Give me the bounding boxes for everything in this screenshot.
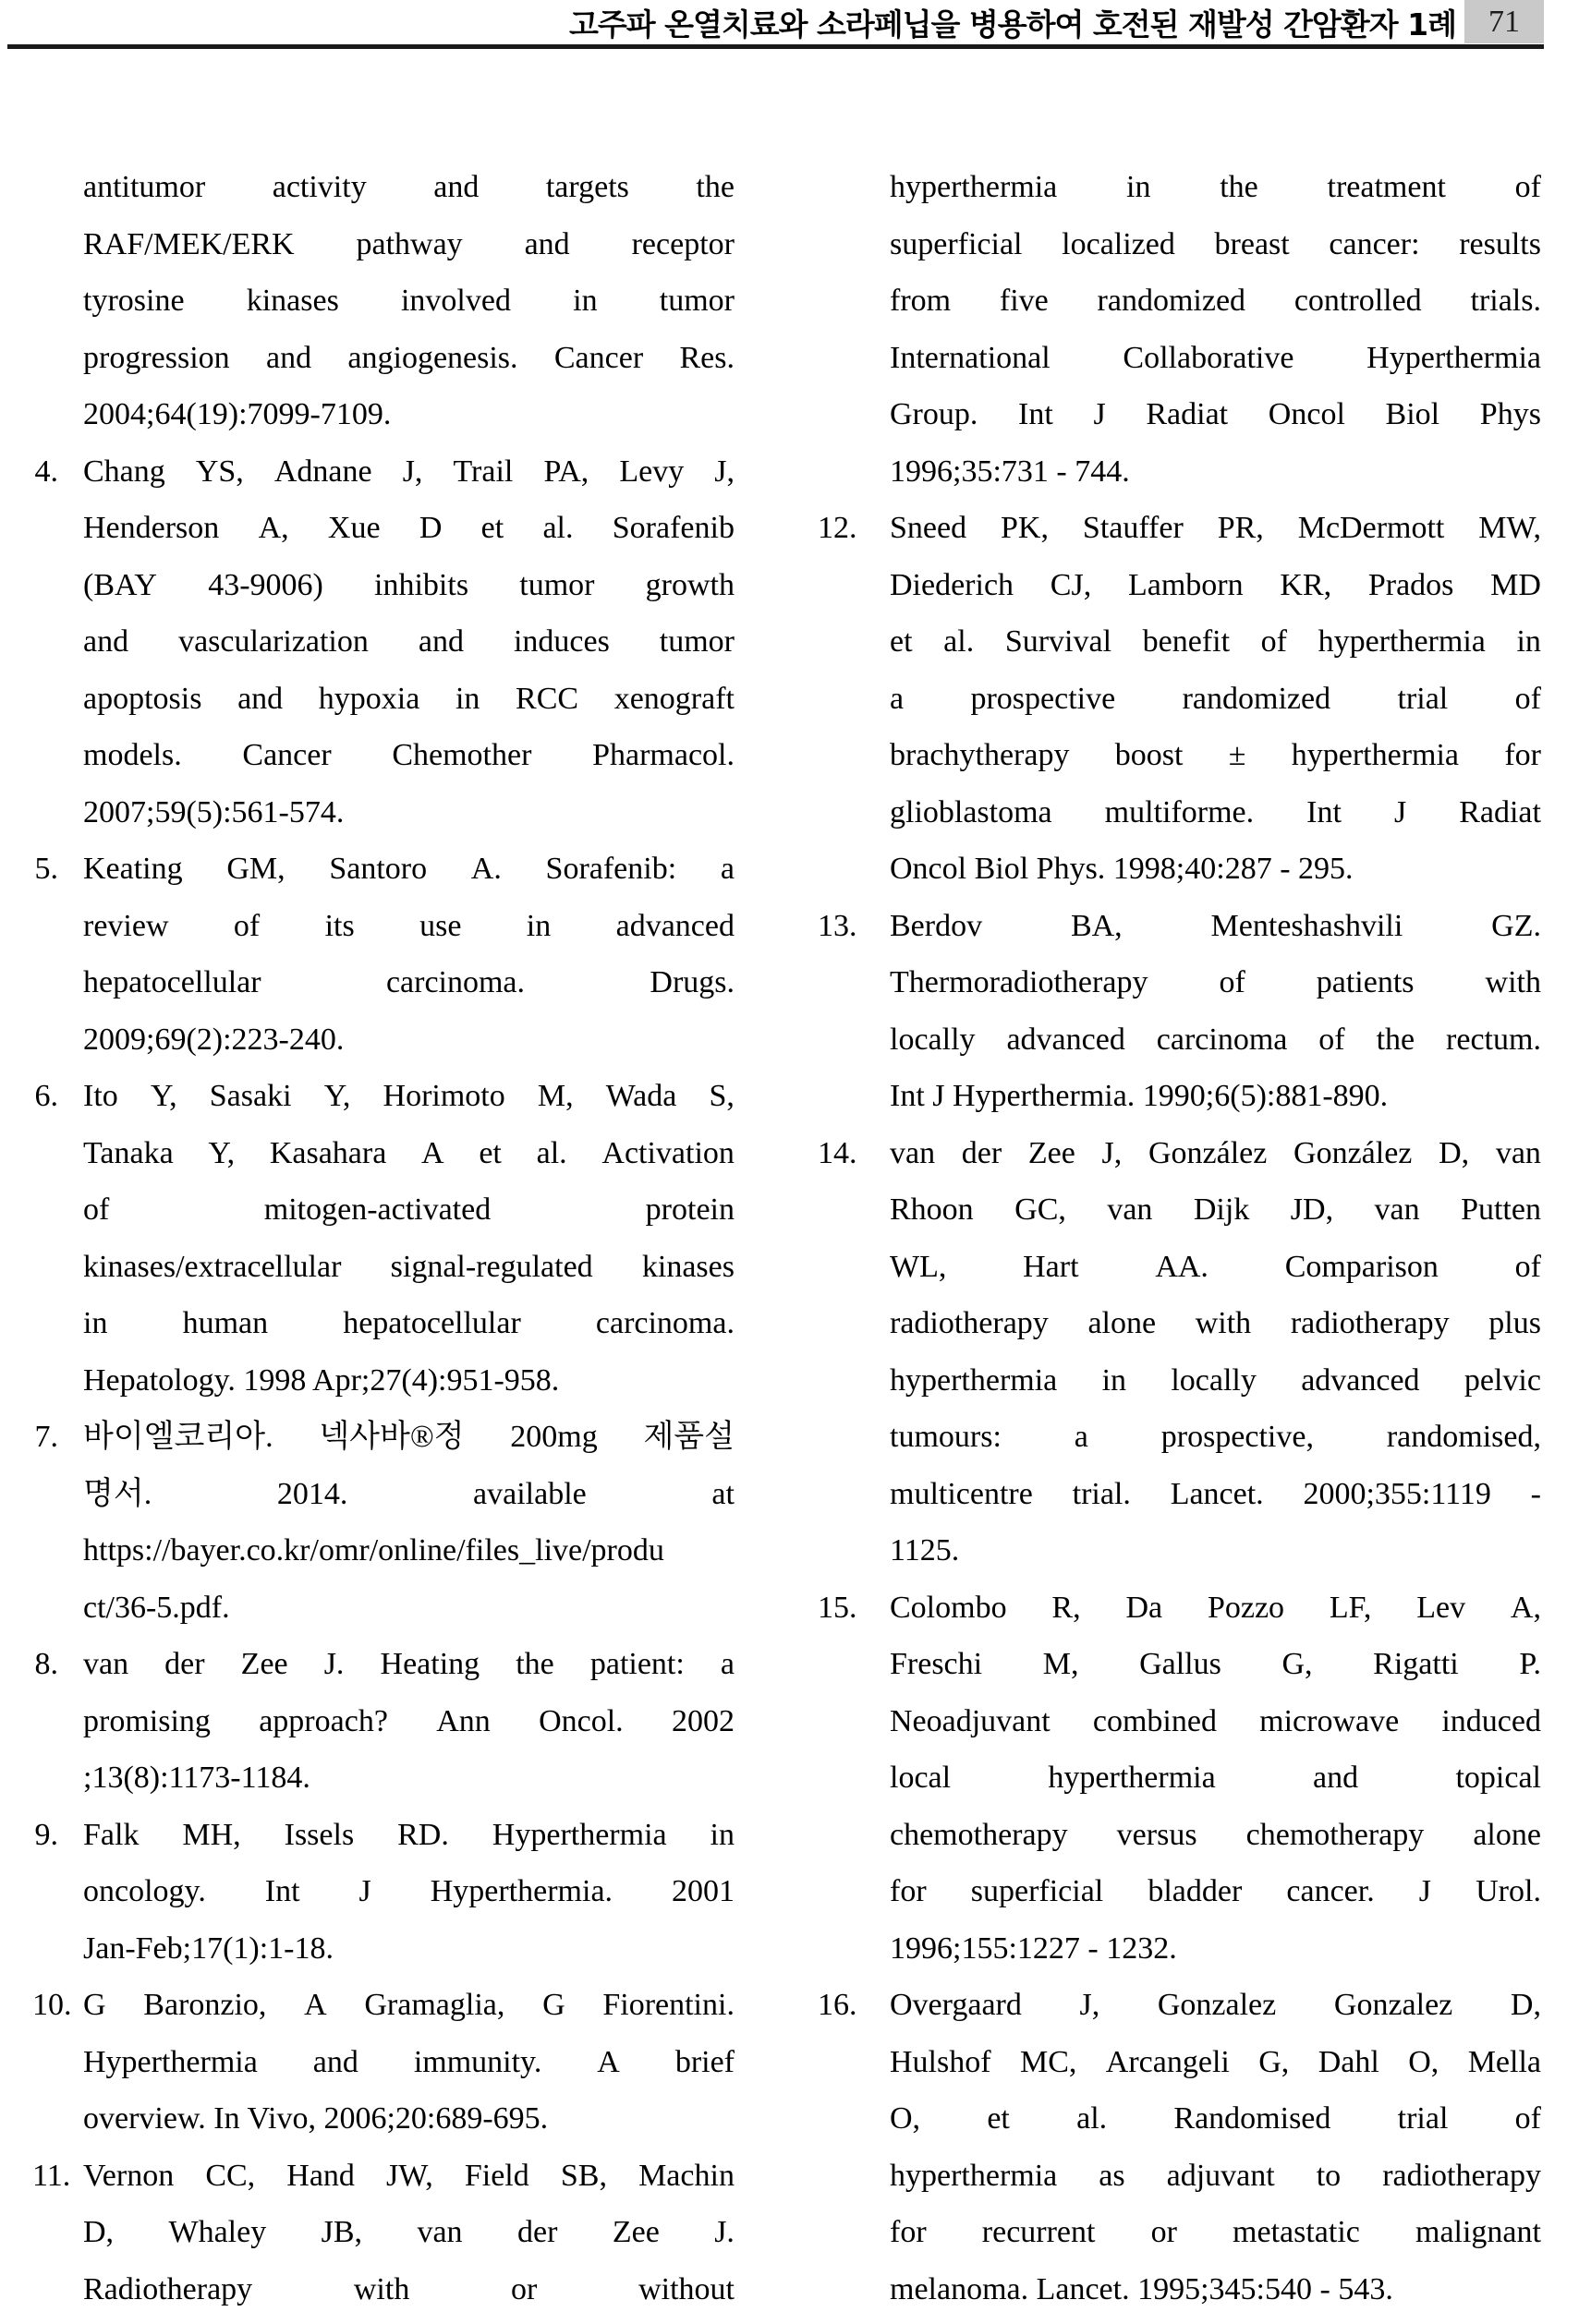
reference-text: ct/36-5.pdf.: [83, 1590, 230, 1625]
reference-line: [32, 386, 735, 443]
reference-line: [818, 1522, 1541, 1580]
reference-line: [32, 2148, 735, 2205]
reference-line: [32, 272, 735, 330]
reference-number: 5.: [34, 852, 58, 886]
reference-line: [32, 1181, 735, 1239]
reference-line: [818, 841, 1541, 898]
reference-number: 16.: [818, 1988, 857, 2022]
reference-line: [818, 1977, 1541, 2034]
reference-text: melanoma. Lancet. 1995;345:540 - 543.: [890, 2271, 1393, 2306]
reference-line: [818, 784, 1541, 841]
reference-line: [32, 1693, 735, 1750]
reference-text: local hyperthermia and topical: [890, 1761, 1541, 1795]
reference-text: D, Whaley JB, van der Zee J.: [83, 2215, 735, 2249]
reference-line: [32, 1125, 735, 1182]
reference-text: Hepatology. 1998 Apr;27(4):951-958.: [83, 1362, 560, 1398]
reference-line: [32, 1068, 735, 1125]
reference-line: [32, 1011, 735, 1069]
reference-text: models. Cancer Chemother Pharmacol.: [83, 738, 735, 772]
reference-line: [818, 954, 1541, 1011]
reference-text: brachytherapy boost ± hyperthermia for: [890, 738, 1541, 772]
right-column: [818, 159, 1541, 2318]
reference-line: [32, 1409, 735, 1466]
reference-text: and vascularization and induces tumor: [83, 624, 735, 659]
reference-text: RAF/MEK/ERK pathway and receptor: [83, 226, 735, 261]
reference-text: 1996;35:731 - 744.: [890, 454, 1130, 489]
reference-text: in human hepatocellular carcinoma.: [83, 1306, 735, 1340]
reference-line: [818, 1295, 1541, 1352]
reference-line: [818, 443, 1541, 501]
reference-text: from five randomized controlled trials.: [890, 284, 1541, 318]
reference-line: [32, 1580, 735, 1637]
reference-line: [818, 898, 1541, 955]
reference-text: 바이엘코리아. 넥사바®정 200mg 제품설: [83, 1420, 735, 1454]
reference-line: [32, 159, 735, 216]
reference-number: 12.: [818, 511, 857, 545]
reference-text: 2007;59(5):561-574.: [83, 794, 345, 829]
reference-text: O, et al. Randomised trial of: [890, 2101, 1541, 2136]
reference-line: [818, 159, 1541, 216]
reference-text: oncology. Int J Hyperthermia. 2001: [83, 1874, 735, 1908]
reference-line: [818, 2034, 1541, 2091]
reference-text: van der Zee J, González González D, van: [890, 1135, 1541, 1170]
reference-line: [818, 500, 1541, 557]
reference-line: [32, 1352, 735, 1410]
reference-text: locally advanced carcinoma of the rectum.: [890, 1022, 1541, 1057]
reference-number: 6.: [34, 1079, 58, 1113]
reference-line: [818, 1352, 1541, 1410]
reference-number: 11.: [32, 2158, 71, 2193]
reference-text: van der Zee J. Heating the patient: a: [83, 1647, 735, 1681]
reference-text: Int J Hyperthermia. 1990;6(5):881-890.: [890, 1079, 1389, 1113]
reference-text: Chang YS, Adnane J, Trail PA, Levy J,: [83, 454, 735, 489]
reference-text: hyperthermia in the treatment of: [890, 170, 1541, 204]
reference-text: Jan-Feb;17(1):1-18.: [83, 1931, 334, 1966]
reference-line: [818, 613, 1541, 671]
reference-text: for superficial bladder cancer. J Urol.: [890, 1874, 1541, 1908]
reference-text: apoptosis and hypoxia in RCC xenograft: [83, 681, 735, 716]
reference-line: [818, 1011, 1541, 1069]
reference-text: Sneed PK, Stauffer PR, McDermott MW,: [890, 511, 1541, 545]
reference-line: [32, 784, 735, 841]
reference-text: superficial localized breast cancer: results: [890, 226, 1541, 261]
reference-line: [818, 1693, 1541, 1750]
reference-text: radiotherapy alone with radiotherapy plus: [890, 1306, 1541, 1340]
reference-text: Hulshof MC, Arcangeli G, Dahl O, Mella: [890, 2044, 1541, 2079]
reference-line: [818, 216, 1541, 273]
reference-line: [818, 2204, 1541, 2261]
reference-line: [32, 727, 735, 784]
reference-text: 명서. 2014. available at: [83, 1476, 735, 1511]
reference-text: progression and angiogenesis. Cancer Res.: [83, 340, 735, 375]
reference-text: tumours: a prospective, randomised,: [890, 1420, 1541, 1454]
reference-text: Diederich CJ, Lamborn KR, Prados MD: [890, 567, 1541, 602]
reference-text: ;13(8):1173-1184.: [83, 1761, 310, 1795]
reference-text: 1125.: [890, 1533, 960, 1567]
reference-line: [32, 2090, 735, 2148]
reference-text: a prospective randomized trial of: [890, 681, 1541, 716]
reference-line: [32, 1636, 735, 1693]
reference-text: review of its use in advanced: [83, 908, 735, 943]
reference-line: [818, 1409, 1541, 1466]
reference-line: [32, 1466, 735, 1523]
left-column: [32, 159, 735, 2318]
reference-text: Henderson A, Xue D et al. Sorafenib: [83, 511, 735, 545]
page-number: 71: [1488, 4, 1520, 39]
reference-text: Tanaka Y, Kasahara A et al. Activation: [83, 1135, 735, 1170]
reference-line: [818, 2148, 1541, 2205]
reference-line: [818, 1807, 1541, 1864]
reference-line: [818, 330, 1541, 387]
reference-line: [818, 386, 1541, 443]
reference-line: [818, 1863, 1541, 1920]
reference-text: chemotherapy versus chemotherapy alone: [890, 1817, 1541, 1852]
reference-text: https://bayer.co.kr/omr/online/files_live/produ: [83, 1533, 664, 1567]
reference-number: 14.: [818, 1135, 857, 1170]
reference-line: [32, 671, 735, 728]
running-title: 고주파 온열치료와 소라페닙을 병용하여 호전된 재발성 간암환자 1례: [569, 6, 1456, 42]
reference-line: [32, 954, 735, 1011]
reference-text: multicentre trial. Lancet. 2000;355:1119 -: [890, 1476, 1541, 1511]
reference-line: [818, 1239, 1541, 1296]
reference-line: [818, 272, 1541, 330]
reference-line: [32, 1920, 735, 1978]
reference-text: for recurrent or metastatic malignant: [890, 2215, 1541, 2249]
reference-text: WL, Hart AA. Comparison of: [890, 1249, 1541, 1284]
reference-line: [818, 1466, 1541, 1523]
reference-line: [32, 557, 735, 614]
reference-line: [32, 216, 735, 273]
reference-line: [818, 1749, 1541, 1807]
reference-text: Overgaard J, Gonzalez Gonzalez D,: [890, 1988, 1541, 2022]
reference-line: [818, 1580, 1541, 1637]
reference-line: [818, 727, 1541, 784]
reference-line: [818, 1068, 1541, 1125]
page-number-box: [1464, 0, 1544, 43]
reference-text: Vernon CC, Hand JW, Field SB, Machin: [83, 2158, 735, 2193]
reference-line: [32, 500, 735, 557]
reference-number: 4.: [34, 454, 58, 489]
reference-text: antitumor activity and targets the: [83, 170, 735, 204]
reference-text: glioblastoma multiforme. Int J Radiat: [890, 794, 1541, 829]
reference-text: G Baronzio, A Gramaglia, G Fiorentini.: [83, 1988, 735, 2022]
reference-text: 2009;69(2):223-240.: [83, 1022, 345, 1057]
reference-line: [32, 1522, 735, 1580]
reference-text: Hyperthermia and immunity. A brief: [83, 2044, 735, 2079]
reference-line: [32, 613, 735, 671]
reference-line: [32, 2204, 735, 2261]
reference-line: [818, 1920, 1541, 1978]
reference-line: [32, 443, 735, 501]
reference-text: hepatocellular carcinoma. Drugs.: [83, 965, 735, 999]
reference-number: 10.: [32, 1988, 72, 2022]
reference-text: promising approach? Ann Oncol. 2002: [83, 1703, 735, 1738]
reference-line: [32, 2034, 735, 2091]
reference-line: [818, 2090, 1541, 2148]
reference-text: hyperthermia in locally advanced pelvic: [890, 1362, 1541, 1398]
reference-text: overview. In Vivo, 2006;20:689-695.: [83, 2101, 549, 2136]
reference-text: Radiotherapy with or without: [83, 2271, 735, 2306]
reference-text: Falk MH, Issels RD. Hyperthermia in: [83, 1817, 735, 1852]
reference-number: 15.: [818, 1590, 857, 1625]
reference-line: [818, 1125, 1541, 1182]
reference-line: [818, 2261, 1541, 2318]
reference-text: hyperthermia as adjuvant to radiotherapy: [890, 2158, 1541, 2193]
reference-text: of mitogen-activated protein: [83, 1192, 735, 1227]
reference-line: [32, 1239, 735, 1296]
reference-line: [818, 1181, 1541, 1239]
reference-text: Rhoon GC, van Dijk JD, van Putten: [890, 1192, 1541, 1227]
reference-text: (BAY 43-9006) inhibits tumor growth: [83, 567, 735, 602]
reference-text: Group. Int J Radiat Oncol Biol Phys: [890, 397, 1541, 431]
reference-line: [32, 898, 735, 955]
reference-number: 7.: [34, 1420, 58, 1454]
reference-text: Oncol Biol Phys. 1998;40:287 - 295.: [890, 852, 1354, 886]
reference-text: 2004;64(19):7099-7109.: [83, 397, 392, 431]
reference-line: [32, 1863, 735, 1920]
reference-text: Thermoradiotherapy of patients with: [890, 965, 1541, 999]
reference-line: [32, 1807, 735, 1864]
reference-text: 1996;155:1227 - 1232.: [890, 1931, 1177, 1966]
reference-text: Freschi M, Gallus G, Rigatti P.: [890, 1647, 1541, 1681]
reference-text: et al. Survival benefit of hyperthermia in: [890, 624, 1541, 659]
reference-line: [818, 671, 1541, 728]
reference-line: [32, 841, 735, 898]
reference-text: Berdov BA, Menteshashvili GZ.: [890, 908, 1541, 943]
reference-line: [32, 1295, 735, 1352]
reference-text: Keating GM, Santoro A. Sorafenib: a: [83, 852, 735, 886]
reference-text: Colombo R, Da Pozzo LF, Lev A,: [890, 1590, 1541, 1625]
reference-number: 9.: [34, 1817, 58, 1852]
reference-text: tyrosine kinases involved in tumor: [83, 284, 735, 318]
reference-line: [32, 330, 735, 387]
reference-text: kinases/extracellular signal-regulated kinases: [83, 1249, 735, 1284]
reference-text: Ito Y, Sasaki Y, Horimoto M, Wada S,: [83, 1079, 735, 1113]
reference-text: International Collaborative Hyperthermia: [890, 340, 1541, 375]
header-rule: [7, 44, 1544, 49]
reference-number: 8.: [34, 1647, 58, 1681]
reference-line: [32, 1977, 735, 2034]
reference-line: [32, 2261, 735, 2318]
reference-number: 13.: [818, 908, 857, 943]
reference-line: [818, 557, 1541, 614]
reference-line: [818, 1636, 1541, 1693]
reference-line: [32, 1749, 735, 1807]
reference-text: Neoadjuvant combined microwave induced: [890, 1703, 1541, 1738]
